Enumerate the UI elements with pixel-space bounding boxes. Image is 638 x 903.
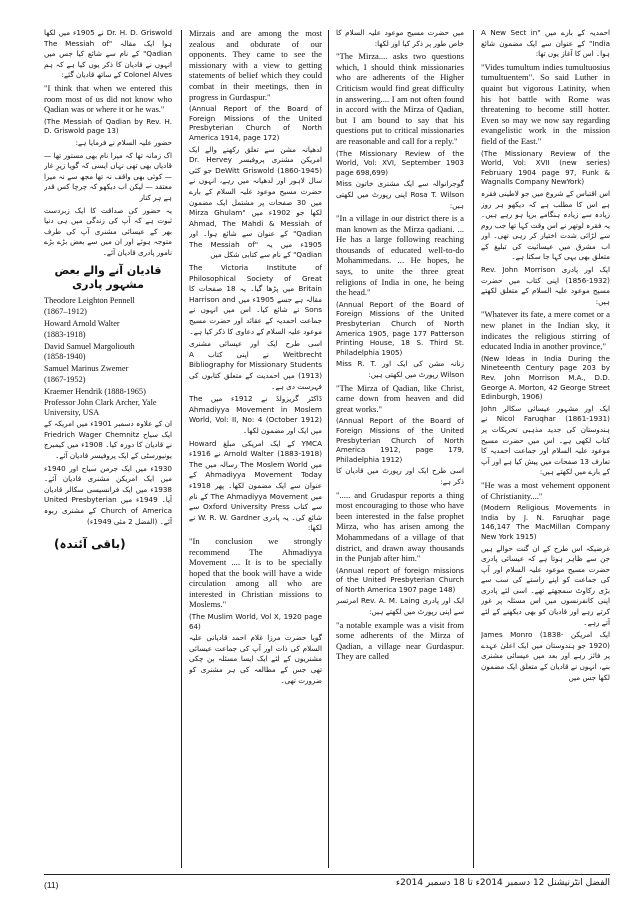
column-3 bbox=[336, 28, 464, 870]
page-number: (11) bbox=[44, 880, 59, 890]
col3-quote-1: "The Mirza.... asks two questions which, I should think missionaries who are adherents of the Higher Criticism would find great difficulty in answering.... I am not often found in accord with the Mirza of Qadian, but I am bound to say that his questions put to critical missionaries are reasonable and call for a reply." bbox=[336, 51, 464, 146]
column-divider bbox=[181, 30, 182, 868]
priest-name: Samuel Marinus Zwemer bbox=[44, 364, 129, 374]
col1-paragraph-3: یہ حضور کی صداقت کا ایک زبردست ثبوت ہے کہ آپ کی زندگی میں ہی دنیا بھر کے عیسائی مشنری آپ کی طرف متوجہ ہوئے اور ان میں سے بعض بڑے بڑے نامور پادری قادیان آئے۔ bbox=[44, 205, 172, 257]
priest-name: Theodore Leighton Pennell bbox=[44, 296, 135, 306]
col1-paragraph-1: Dr. H. D. Griswold نے 1905ء میں لکھا ہوا ایک مقالہ "The Messiah of Qadian" کے نام سے شائع کیا جس میں انہوں نے قادیان کا ذکر یوں کیا ہے کہ ہم Colonel Alves کے ساتھ قادیان گئے: bbox=[44, 28, 172, 80]
col4-source-1: (The Missionary Review of the World, Vol: XVII (new series) February 1904 page 97, Funk & Wagnalls Company NewYork) bbox=[481, 148, 610, 187]
col4-quote-3: "He was a most vehement opponent of Christianity...." bbox=[481, 479, 610, 501]
col3-paragraph-5: ایک اور پادری Rev. A. M. Laing امرتسر سے اپنی رپورٹ میں لکھتے ہیں: bbox=[336, 596, 464, 617]
column-4 bbox=[481, 28, 610, 870]
col3-source-1: (The Missionary Review of the World, Vol: XVI, September 1903 page 698,699) bbox=[336, 148, 464, 177]
footer-masthead: الفضل انٹرنیشنل 12 دسمبر 2014ء تا 18 دسمبر 2014ء bbox=[395, 878, 610, 888]
col4-source-2: (New Ideas in India During the Nineteenth Century page 203 by Rev. John Morrison M.A., D.D. George A. Morton, 42 George Street Edinburgh, 1906) bbox=[481, 353, 610, 402]
col3-source-2: (Annual Report of the Board of Foreign Missions of the United Presbyterian Church of North America 1905, page 177 Patterson Printing House, 18 S. Third St. Philadelphia 1905) bbox=[336, 299, 464, 357]
col2-quote-1: Mirzais and are among the most zealous and obdurate of our opponents. They came to see the missionary with a view to getting statements of belief which they could combat in their meetings, then in progress in Gurdaspur." bbox=[189, 28, 322, 102]
col3-paragraph-4: اسی طرح ایک اور رپورٹ میں قادیان کا ذکر ہے: bbox=[336, 466, 464, 486]
col3-paragraph-3: زنانہ مشن کی ایک اور Miss R. T. Wilson رپورٹ میں لکھتی ہیں: bbox=[336, 359, 464, 379]
column-2 bbox=[189, 28, 322, 870]
col2-paragraph-5: YMCA کے ایک امریکی مبلغ Howard Arnold Walter (1883-1918) نے 1916ء میں The Moslem World رسالہ میں The Ahmadiyya Movement Today کے عنوان سے ایک مضمون لکھا۔ پھر 1918ء میں The Ahmadiyya Movement کے نام سے کتاب Oxford University Press سے شائع کی۔ یہ پادری W. R. W. Gardner نے لکھا: bbox=[189, 438, 322, 533]
column-divider bbox=[328, 30, 329, 868]
col4-paragraph-3: ایک اور پادری Rev. John Morrison (1856-1932) اپنی کتاب میں حضرت مسیح موعود علیہ السلام کے متعلق لکھتے ہیں: bbox=[481, 265, 610, 306]
col3-quote-3: "The Mirza of Qadian, like Christ, came down from heaven and did great works." bbox=[336, 382, 464, 414]
newspaper-page bbox=[44, 28, 610, 870]
priest-name: Kraemer Hendrik (1888-1965) bbox=[44, 386, 146, 396]
col4-paragraph-4: ایک اور مشہور عیسائی سکالر John Nicol Faruqhar (1861-1931) نے ہندوستان کی جدید مذہبی تحریکات پر کتاب لکھی ہے۔ اس میں حضرت مسیح موعود علیہ السلام اور جماعت احمدیہ کا تعارف 13 صفحات میں پیش کیا ہے اور آپ کے بارے میں لکھتے ہیں: bbox=[481, 403, 610, 477]
col4-paragraph-5: غرضیکہ اس طرح کے ان گنت حوالے ہیں جن سے ظاہر ہوتا ہے کہ عیسائی پادری حضرت مسیح موعود علیہ السلام اور آپ کی جماعت کو اپنے راستے کی سب سے بڑی رکاوٹ سمجھتے تھے۔ اسی لئے پادری اپنی کانفرنسوں میں اس مسئلہ پر غور کرتے رہے اور قادیان کو بھی دیکھنے کے لئے آتے رہے۔ bbox=[481, 543, 610, 627]
col3-quote-5: "a notable example was a visit from some adherents of the Mirza of Qadian, a village near Gurdaspur. They are called bbox=[336, 619, 464, 662]
col1-source-1: (The Messiah of Qadian by Rev. H. D. Griswold page 13) bbox=[44, 116, 172, 136]
priest-dates: (1867–1912) bbox=[44, 307, 87, 317]
col2-quote-2: "In conclusion we strongly recommend The Ahmadiyya Movement .... It is to be specially hoped that the book will have a wide circulation among all who are interested in Christian missions to Moslems." bbox=[189, 535, 322, 610]
priest-name: Professor John Clark Archer, Yale University, USA bbox=[44, 397, 157, 418]
column-1 bbox=[44, 28, 172, 870]
col4-source-3: (Modern Religious Movements in India by J. N. Faruqhar page 146,147 The MacMillan Company New York 1915) bbox=[481, 503, 610, 541]
col4-quote-1: "Vides tumultum indies tumultuosius tumultuentem". So said Luther in quaint but vigorous Latinity, when his hot battle with Rome was threatening to become still hotter. Even so may we now say regarding evangelistic work in the mission field of the East." bbox=[481, 61, 610, 146]
col4-quote-2: "Whatever its fate, a mere comet or a new planet in the Indian sky, it indicates the religious stirring of educated India in another province," bbox=[481, 309, 610, 352]
column-divider bbox=[473, 30, 474, 868]
col3-paragraph-2: گوجرانوالہ سے ایک مشنری خاتون Miss Rosa T. Wilson اپنی رپورٹ میں لکھتی ہیں: bbox=[336, 179, 464, 210]
col2-paragraph-4: ڈاکٹر گریزولڈ نے 1912ء میں The Ahmadiyya Movement in Moslem World, Vol: II, No: 4 (October 1912) میں ایک اور مضمون لکھا۔ bbox=[189, 394, 322, 435]
col1-poem: اک زمانہ تھا کہ میرا نام بھی مستور تھا — قادیاں بھی تھی نہاں ایسی کہ گویا زیرِ غار — کوئی بھی واقف نہ تھا مجھ سے نہ میرا معتقد — لیکن اب دیکھو کہ چرچا کس قدر ہے ہر کنار bbox=[44, 150, 172, 202]
col3-source-3: (Annual Report of the Board of Foreign Missions of the United Presbyterian Church of North America 1912, page 179, Philadelphia 1912) bbox=[336, 416, 464, 464]
priest-dates: (1858-1940) bbox=[44, 352, 86, 362]
col3-quote-4: "..... and Grudaspur reports a thing most encouraging to those who have been interested in the false prophet Mirza, who has arisen among the Mohammedans of a village of that district, and drawn away thousands in the Punjab after him." bbox=[336, 489, 464, 564]
priest-list bbox=[44, 296, 172, 419]
col2-source-2: (The Muslim World, Vol X, 1920 page 64) bbox=[189, 612, 322, 631]
col2-source-1: (Annual Report of the Board of Foreign Missions of the United Presbyterian Church of North America 1914, page 172) bbox=[189, 104, 322, 142]
col2-paragraph-2: The Victoria Institute of Philosophical Society of Great Britain میں پڑھا گیا۔ یہ 18 صفحات کا مقالہ ہے جسے 1905ء میں Harrison and Sons نے شائع کیا۔ اس میں انہوں نے جماعت احمدیہ کے عقائد اور حضرت مسیح موعود علیہ السلام کے دعاوی کا ذکر کیا ہے۔ bbox=[189, 263, 322, 336]
col1-paragraph-2: حضور علیہ السلام نے فرمایا ہے: bbox=[75, 137, 172, 147]
col4-paragraph-6: ایک امریکن James Monro (1838-1920) جو ہندوستان میں ایک اعلیٰ عہدے پر فائز رہے اور بعد میں عیسائی مشنری بنے، انہوں نے قادیان کے متعلق ایک مضمون لکھا جس میں bbox=[481, 630, 610, 682]
priest-name: David Samuel Margoliouth bbox=[44, 341, 135, 351]
col1-quote-1: "I think that when we entered this room most of us did not know who Qadian was or where it or he was." bbox=[44, 82, 172, 115]
col2-paragraph-3: اسی طرح ایک اور عیسائی مشنری Weitbrecht نے اپنی کتاب A Bibliography for Missionary Students (1913) میں احمدیت کے متعلق کتابوں کی فہرست دی ہے۔ bbox=[189, 339, 322, 391]
col4-paragraph-2: اس اقتباس کے شروع میں جو لاطینی فقرہ ہے اس کا مطلب ہے کہ دیکھو ہر روز زیادہ سے زیادہ ہنگامے برپا ہو رہے ہیں۔ یہ فقرہ لوتھر نے اس وقت کہا تھا جب روم سے لڑائی شدت اختیار کر رہی تھی۔ اور اب مشرق میں عیسائیت کی تبلیغ کے متعلق بھی یہی کہا جا سکتا ہے۔ bbox=[481, 188, 610, 262]
col3-quote-2: "In a village in our district there is a man known as the Mirza qadiani. ... He has a large following reaching thousands of educated well-to-do Mohammedans. ... He hopes, he says, to unite the three great religions of India in one, he being the head." bbox=[336, 213, 464, 298]
col1-paragraph-4: ان کے علاوہ دسمبر 1901ء میں امریکہ کے ایک سیاح Friedrich Wager Chemnitz نے قادیان کا دورہ کیا۔ 1908ء میں کیمبرج یونیورسٹی کے ایک پروفیسر قادیان آئے۔ bbox=[44, 419, 172, 461]
priest-dates: (1867-1952) bbox=[44, 375, 86, 385]
priest-name: Howard Arnold Walter bbox=[44, 319, 120, 329]
priest-dates: (1883-1918) bbox=[44, 329, 86, 339]
footer-rule bbox=[44, 874, 610, 875]
section-heading: قادیان آنے والے بعض مشہور پادری bbox=[54, 264, 162, 292]
col1-paragraph-5: 1930ء میں ایک جرمن سیاح اور 1940ء میں ایک امریکن مشنری قادیان آئے۔ 1938ء میں ایک فرانسیسی سکالر قادیان آیا۔ 1949ء میں United Presbyterian Church of America کے مشنری ربوہ آئے۔ (الفضل 2 مئی 1949ء) bbox=[44, 463, 172, 526]
col2-paragraph-6: گویا حضرت مرزا غلام احمد قادیانی علیہ السلام کی ذات اور آپ کی جماعت عیسائی مشنریوں کے لئے ایک ایسا مسئلہ بن چکی تھی جس کے مطالعہ کی ہر مشنری کو ضرورت تھی۔ bbox=[189, 633, 322, 685]
col3-paragraph-1: میں حضرت مسیح موعود علیہ السلام کا خاص طور پر ذکر کیا اور لکھا: bbox=[336, 28, 464, 48]
col4-paragraph-1: احمدیہ کے بارے میں "A New Sect in India" کے عنوان سے ایک مضمون شائع ہوا۔ اس کا آغاز یوں تھا: bbox=[481, 28, 610, 59]
col3-source-4: (Annual report of foreign missions of the United Presbyterian Church of North America 1907 page 148) bbox=[336, 565, 464, 594]
col2-paragraph-1: لدھیانہ مشن سے تعلق رکھنے والے ایک امریکن مشنری پروفیسر Dr. Hervey DeWitt Griswold (1860-1945) جو کئی سال لاہور اور لدھیانہ میں رہے، انہوں نے حضرت مسیح موعود علیہ السلام کے بارے میں 30 صفحات پر مشتمل ایک مضمون لکھا جو 1902ء میں "Mirza Ghulam Ahmad, The Mahdi & Messiah of Qadian" کے عنوان سے شائع ہوا۔ اور 1905ء میں یہ "The Messiah of Qadian" کے نام سے کتابی شکل میں bbox=[189, 144, 322, 260]
continued-notice: (باقی آئندہ) bbox=[54, 537, 126, 552]
